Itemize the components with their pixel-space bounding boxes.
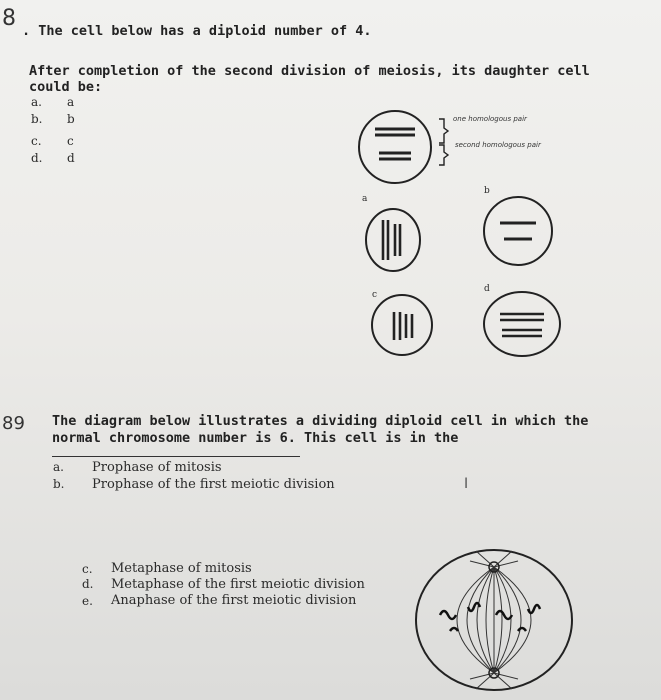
answer-blank-line: [52, 456, 300, 457]
option-letter-d: d.: [82, 577, 94, 591]
cell-label-a: a: [362, 194, 368, 204]
choice-col2-c: c: [67, 134, 74, 148]
daughter-cell-c: [368, 290, 438, 362]
q89-question-line2: normal chromosome number is 6. This cell is in the: [52, 430, 459, 446]
option-letter-c: c.: [82, 562, 93, 576]
label-one-homologous-pair: one homologous pair: [453, 115, 527, 123]
label-second-homologous-pair: second homologous pair: [455, 141, 541, 149]
choice-col2-b: b: [67, 112, 75, 126]
question-number-89: 89: [2, 413, 25, 434]
question-number-88: 8: [2, 6, 16, 31]
daughter-cell-d: [478, 288, 566, 360]
option-letter-b: b.: [53, 477, 65, 491]
q88-question-line2: could be:: [29, 79, 103, 95]
option-d-text: Metaphase of the first meiotic division: [111, 577, 365, 592]
daughter-cell-b: [478, 193, 558, 268]
choice-letter-b: b.: [31, 112, 43, 126]
cell-label-d: d: [484, 284, 490, 294]
option-a-text: Prophase of mitosis: [92, 460, 222, 475]
choice-col2-d: d: [67, 151, 75, 165]
text-cursor-icon: I: [464, 476, 469, 492]
option-letter-e: e.: [82, 594, 93, 608]
daughter-cell-a: [362, 204, 424, 276]
dividing-cell-spindle-diagram: [410, 545, 578, 695]
option-letter-a: a.: [53, 460, 64, 474]
option-e-text: Anaphase of the first meiotic division: [111, 593, 357, 608]
option-c-text: Metaphase of mitosis: [111, 561, 252, 576]
q89-question-line1: The diagram below illustrates a dividing diploid cell in which the: [52, 413, 589, 429]
cell-label-b: b: [484, 186, 490, 196]
choice-letter-c: c.: [31, 134, 42, 148]
q88-statement: . The cell below has a diploid number of 4.: [22, 23, 372, 39]
choice-letter-a: a.: [31, 95, 42, 109]
choice-col2-a: a: [67, 95, 75, 109]
cell-label-c: c: [372, 290, 378, 300]
q88-question-line1: After completion of the second division of meiosis, its daughter cell: [29, 63, 590, 79]
option-b-text: Prophase of the first meiotic division: [92, 477, 335, 492]
choice-letter-d: d.: [31, 151, 43, 165]
